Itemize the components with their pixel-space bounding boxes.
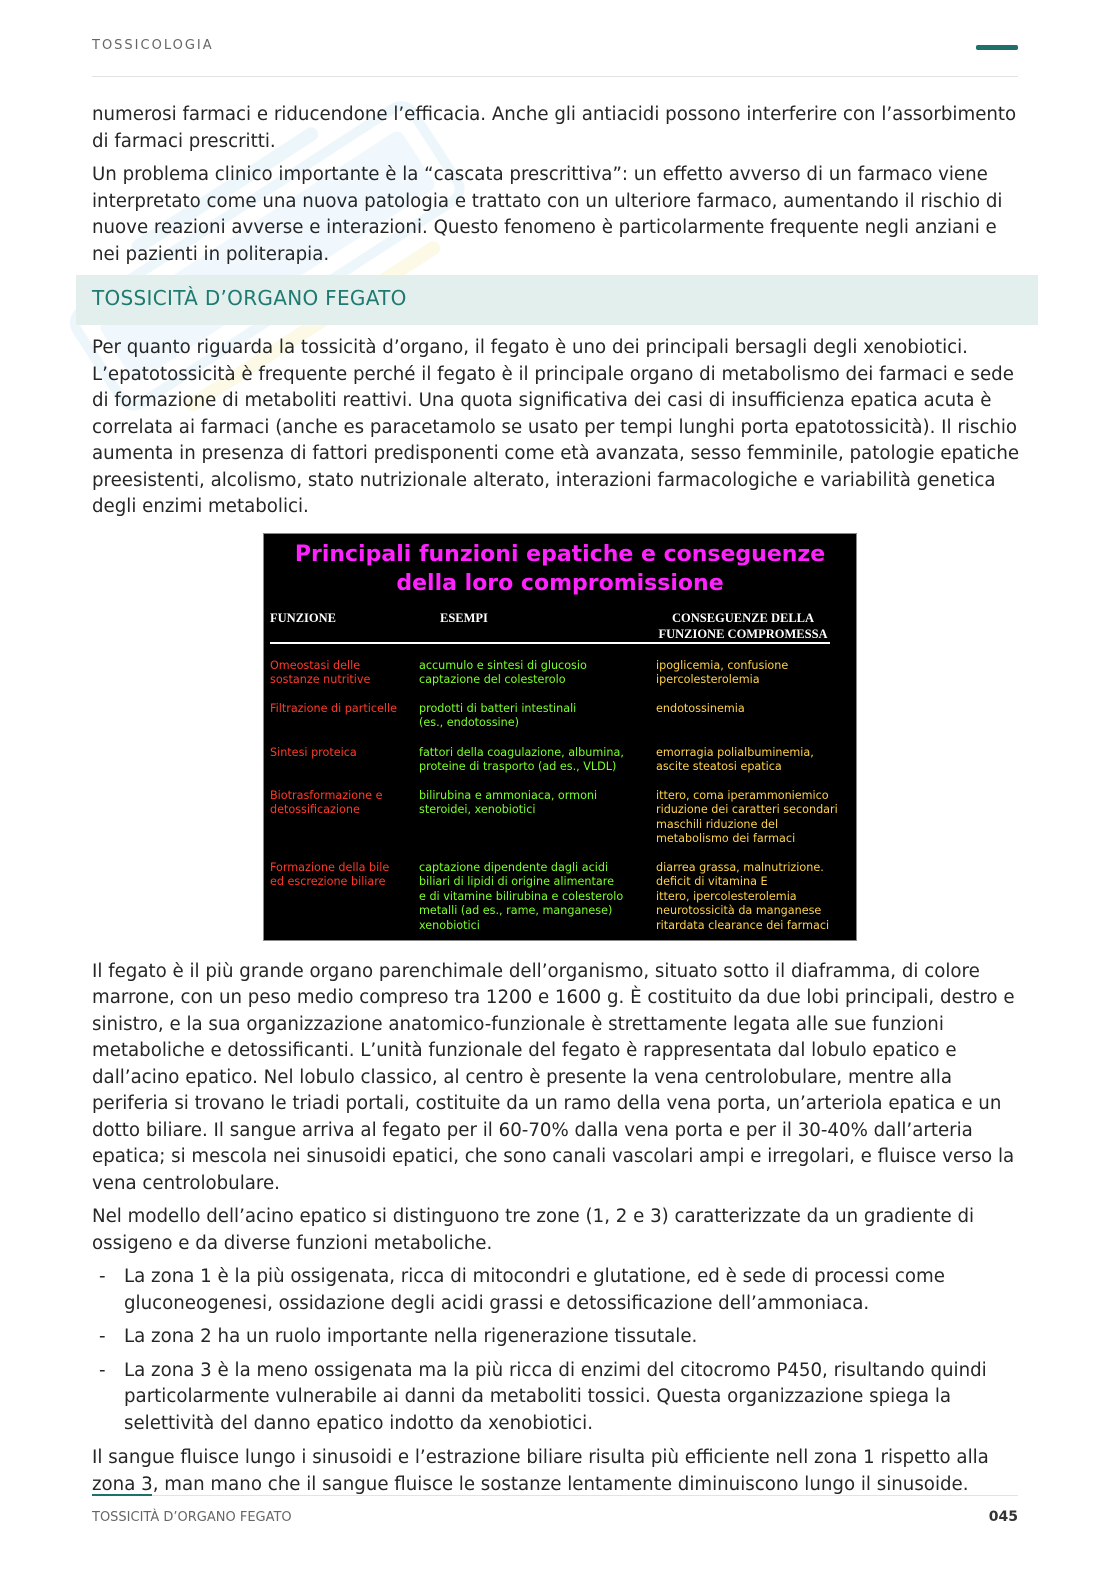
paragraph-prescribing-cascade: Un problema clinico importante è la “cascata prescrittiva”: un effetto avverso di un farmaco viene interpretato come una nuova patologia e trattato con un ulteriore farmaco, aumentando il rischio di nuove reazioni avverse e interazioni. Questo fenomeno è particolarmente frequente negli anziani e nei pazienti in politerapia.: [92, 164, 1003, 265]
figure-header-rule: [270, 642, 830, 644]
list-dash: -: [99, 1326, 106, 1347]
column-header-examples: ESEMPI: [440, 610, 488, 625]
figure-title-line-1: Principali funzioni epatiche e conseguenze: [294, 541, 826, 567]
list-item: [92, 1264, 1022, 1317]
row-1-examples: accumulo e sintesi di glucosio captazione del colesterolo: [419, 658, 587, 686]
row-3-consequences: emorragia polialbuminemia, ascite steatosi epatica: [656, 745, 814, 773]
list-item: [92, 1358, 1022, 1438]
paragraph-interactions: numerosi farmaci e riducendone l’efficacia. Anche gli antiacidi possono interferire con l’assorbimento di farmaci prescritti.: [92, 104, 1017, 152]
column-header-function: FUNZIONE: [270, 610, 336, 625]
row-4-function: Biotrasformazione e detossificazione: [270, 788, 383, 816]
page-number: 045: [988, 1509, 1018, 1525]
header-accent-bar: [976, 45, 1018, 50]
row-3-examples: fattori della coagulazione, albumina, proteine di trasporto (ad es., VLDL): [419, 745, 624, 773]
row-4-examples: bilirubina e ammoniaca, ormoni steroidei, xenobiotici: [419, 788, 598, 816]
row-2-function: Filtrazione di particelle: [270, 701, 397, 715]
paragraph-sinusoid-flow: Il sangue fluisce lungo i sinusoidi e l’estrazione biliare risulta più efficiente nell zona 1 rispetto alla zona 3, man mano che il sangue fluisce le sostanze lentamente diminuiscono lungo il sinusoide.: [92, 1447, 989, 1495]
acinus-zones-list: [92, 1264, 1022, 1437]
row-1-consequences: ipoglicemia, confusione ipercolesterolemia: [656, 658, 789, 686]
row-5-examples: captazione dipendente dagli acidi biliari di lipidi di origine alimentare e di vitamine bilirubina e colesterolo metalli (ad es., rame, manganese) xenobiotici: [419, 860, 624, 932]
row-2-examples: prodotti di batteri intestinali (es., endotossine): [419, 701, 577, 729]
footer-accent-bar: [92, 1494, 152, 1496]
paragraph-hepatic-acinus: Nel modello dell’acino epatico si distinguono tre zone (1, 2 e 3) caratterizzate da un gradiente di ossigeno e da diverse funzioni metaboliche.: [92, 1206, 975, 1254]
section-header-band: [76, 275, 1038, 325]
list-item: [92, 1324, 1022, 1351]
list-dash: -: [99, 1266, 106, 1287]
liver-functions-figure: [263, 533, 857, 941]
row-5-function: Formazione della bile ed escrezione biliare: [270, 860, 390, 888]
column-header-consequences: [638, 610, 848, 642]
row-2-consequences: endotossinemia: [656, 701, 745, 715]
column-header-consequences-line-1: CONSEGUENZE DELLA: [671, 610, 815, 625]
paragraph-hepatotoxicity-intro: Per quanto riguarda la tossicità d’organo, il fegato è uno dei principali bersagli degli xenobiotici. L’epatotossicità è frequente perché il fegato è il principale organo di metabolismo dei farmaci e sede di formazione di metaboliti reattivi. Una quota significativa dei casi di insufficienza epatica acuta è correlata ai farmaci (anche es paracetamolo se usato per tempi lunghi porta epatotossicità). Il rischio aumenta in presenza di fattori predisponenti come età avanzata, sesso femminile, patologie epatiche preesistenti, alcolismo, stato nutrizionale alterato, interazioni farmacologiche e variabilità genetica degli enzimi metabolici.: [92, 337, 1020, 517]
paragraph-liver-anatomy: Il fegato è il più grande organo parenchimale dell’organismo, situato sotto il diaframma, di colore marrone, con un peso medio compreso tra 1200 e 1600 g. È costituito da due lobi principali, destro e sinistro, e la sua organizzazione anatomico-funzionale è strettamente legata alle sue funzioni metaboliche e detossificanti. L’unità funzionale del fegato è rappresentata dal lobulo epatico e dall’acino epatico. Nel lobulo classico, al centro è presente la vena centrolobulare, mentre alla periferia si trovano le triadi portali, costituite da un ramo della vena porta, un’arteriola epatica e un dotto biliare. Il sangue arriva al fegato per il 60-70% dalla vena porta e per il 30-40% dall’arteria epatica; si mescola nei sinusoidi epatici, che sono canali vascolari ampi e irregolari, e fluisce verso la vena centrolobulare.: [92, 960, 1015, 1194]
figure-title-line-2: della loro compromissione: [396, 570, 724, 596]
header-divider: [92, 76, 1018, 77]
row-5-consequences: diarrea grassa, malnutrizione. deficit di vitamina E ittero, ipercolesterolemia neurotossicità da manganese ritardata clearance dei farmaci: [656, 860, 830, 932]
list-dash: -: [99, 1359, 106, 1381]
zone-1-text: La zona 1 è la più ossigenata, ricca di mitocondri e glutatione, ed è sede di processi come gluconeogenesi, ossidazione degli acidi grassi e detossificazione dell’ammoniaca.: [124, 1266, 945, 1314]
zone-3-text: La zona 3 è la meno ossigenata ma la più ricca di enzimi del citocromo P450, risultando quindi particolarmente vulnerabile ai danni da metaboliti tossici. Questa organizzazione spiega la selettività del danno epatico indotto da xenobiotici.: [124, 1359, 987, 1434]
column-header-consequences-line-2: FUNZIONE COMPROMESSA: [658, 626, 828, 641]
footer-divider: [152, 1495, 1018, 1496]
page-content: [92, 102, 1022, 1505]
figure-title: [264, 540, 856, 598]
row-1-function: Omeostasi delle sostanze nutritive: [270, 658, 371, 686]
section-title: TOSSICITÀ D’ORGANO FEGATO: [92, 286, 407, 310]
footer-section-title: TOSSICITÀ D’ORGANO FEGATO: [92, 1510, 292, 1525]
running-header: TOSSICOLOGIA: [92, 38, 214, 53]
zone-2-text: La zona 2 ha un ruolo importante nella rigenerazione tissutale.: [124, 1326, 698, 1347]
row-3-function: Sintesi proteica: [270, 745, 357, 759]
row-4-consequences: ittero, coma iperammoniemico riduzione dei caratteri secondari maschili riduzione del metabolismo dei farmaci: [656, 788, 838, 845]
